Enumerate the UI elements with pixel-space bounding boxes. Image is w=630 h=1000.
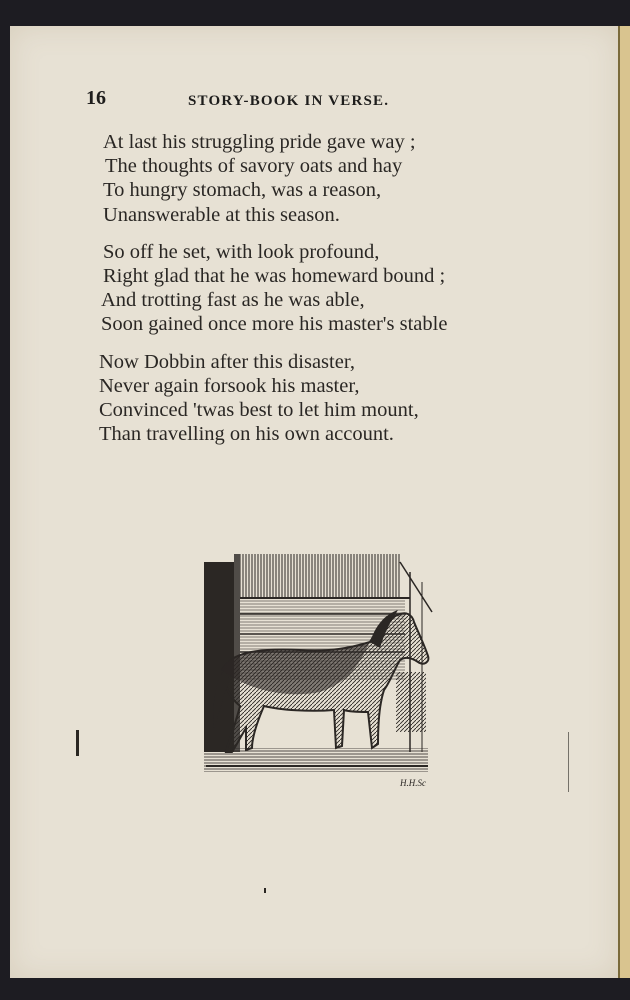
poem (99, 130, 573, 459)
poem-line: Never again forsook his master, (99, 374, 360, 397)
poem-line: Now Dobbin after this disaster, (99, 350, 355, 373)
stanza-3 (99, 350, 573, 447)
horse-woodcut-illustration (200, 552, 436, 792)
poem-line: The thoughts of savory oats and hay (105, 155, 403, 178)
stanza-2 (103, 240, 573, 337)
ink-speck (76, 730, 79, 756)
page-number: 16 (86, 87, 106, 109)
stanza-1 (103, 130, 573, 227)
poem-line: Soon gained once more his master's stable (101, 313, 448, 336)
ink-speck (568, 732, 569, 792)
running-title: STORY-BOOK IN VERSE. (188, 93, 390, 109)
next-page-edge (618, 26, 630, 978)
ink-speck (264, 888, 266, 893)
poem-line: And trotting fast as he was able, (101, 289, 365, 312)
poem-line: Unanswerable at this season. (103, 203, 340, 226)
poem-line: So off he set, with look profound, (103, 240, 380, 263)
poem-line: To hungry stomach, was a reason, (103, 179, 382, 202)
poem-line: Than travelling on his own account. (99, 423, 394, 446)
poem-line: Right glad that he was homeward bound ; (103, 265, 446, 288)
poem-line: At last his struggling pride gave way ; (103, 131, 416, 153)
engraver-mark: H.H.Sc (400, 778, 426, 788)
poem-line: Convinced 'twas best to let him mount, (99, 399, 419, 422)
